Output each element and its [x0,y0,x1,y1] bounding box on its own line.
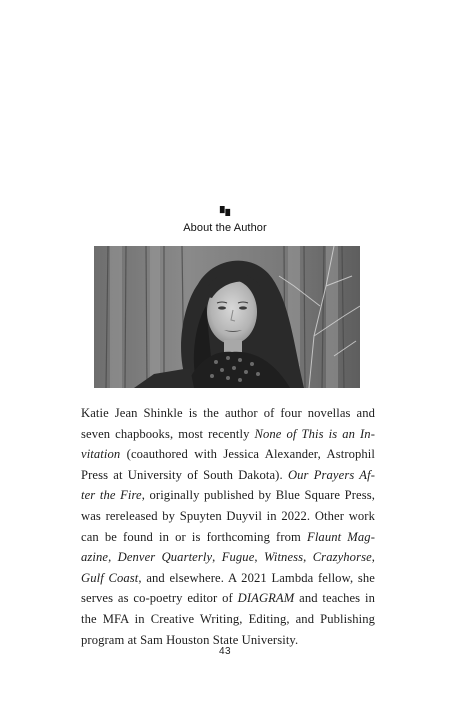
page-number: 43 [218,646,232,657]
bio-title: Our Prayers Af- [287,467,375,482]
bio-text: seven chapbooks, most recently [81,426,255,441]
bio-title: vitation [81,447,121,462]
bio-text: , [212,550,222,565]
bio-title: Flaunt Mag- [307,529,375,544]
section-heading: About the Author [183,222,267,234]
bio-text: , [254,550,264,565]
bio-text: Press at University of South Dakota). [81,467,288,482]
bio-title: Fugue [221,550,255,565]
bio-line [81,444,375,465]
bio-line [81,527,375,548]
bio-line [81,547,375,568]
bio-line [81,465,375,486]
bio-line [81,506,375,527]
bio-line [81,424,375,445]
bio-text: , [108,550,118,565]
bio-title: None of This is an In- [254,426,375,441]
bio-title: ter the Fire [81,488,142,503]
bio-text: , and elsewhere. A 2021 Lambda fellow, she [138,570,375,585]
bio-text: serves as co-poetry editor of [81,591,238,606]
bio-line [81,609,375,630]
bio-title: azine [81,550,109,565]
bio-text: Katie Jean Shinkle is the author of four novellas and [81,406,375,420]
bio-text: , [303,550,313,565]
bio-text: program at Sam Houston State University. [81,632,299,647]
bio-title: Gulf Coast [81,570,139,585]
bio-text: (coauthored with Jessica Alexander, Astrophil [120,447,375,462]
author-bio [81,403,375,650]
bio-text: and teaches in [294,591,375,606]
bio-text: the MFA in Creative Writing, Editing, and Publishing [81,611,375,626]
bio-line [81,588,375,609]
bio-text: , [371,550,376,565]
bio-title: DIAGRAM [237,591,295,606]
bio-line [81,403,375,424]
publisher-logo-icon [219,205,231,217]
bio-title: Crazyhorse [312,550,372,565]
bio-title: Denver Quarterly [117,550,213,565]
bio-text: , originally published by Blue Square Press, [141,488,375,503]
bio-line [81,485,375,506]
bio-title: Witness [263,550,304,565]
author-photo [94,246,360,388]
bio-text: was rereleased by Spuyten Duyvil in 2022. Other work [81,508,375,523]
bio-text: can be found in or is forthcoming from [81,529,308,544]
bio-line [81,568,375,589]
